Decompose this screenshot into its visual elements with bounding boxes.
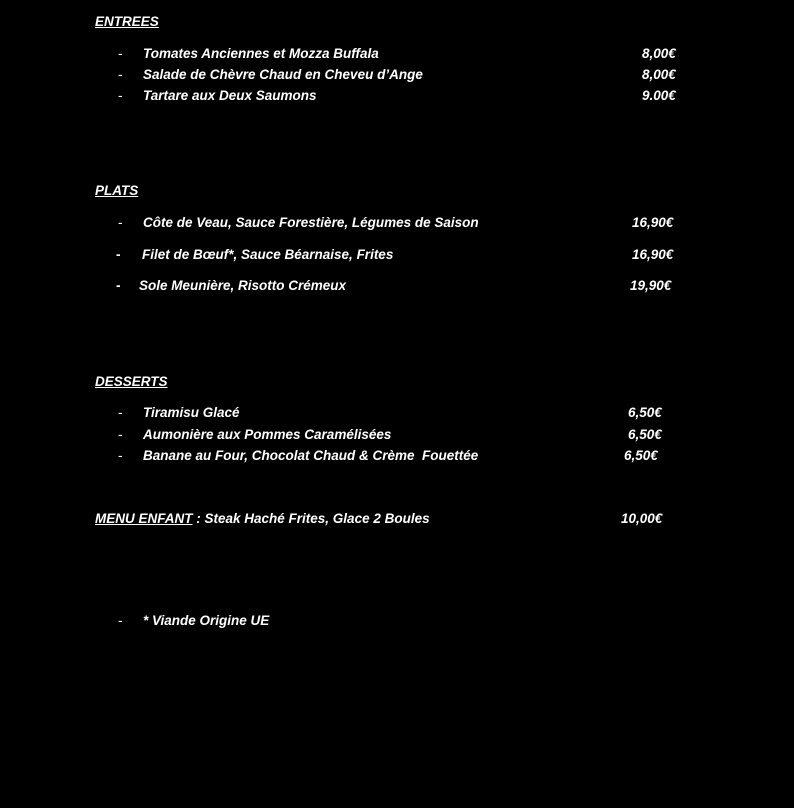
menu-enfant-price: 10,00€ — [621, 511, 663, 526]
list-bullet: - — [118, 427, 123, 442]
plats-item-price: 16,90€ — [632, 247, 674, 262]
list-bullet: - — [118, 405, 123, 420]
desserts-item-price: 6,50€ — [624, 448, 658, 463]
list-bullet: - — [118, 613, 123, 628]
plats-item-price: 16,90€ — [632, 215, 674, 230]
entrees-item-name: Tartare aux Deux Saumons — [143, 88, 317, 103]
menu-enfant-line — [95, 511, 430, 526]
list-bullet: - — [118, 46, 123, 61]
plats-item-name: Côte de Veau, Sauce Forestière, Légumes de Saison — [143, 215, 479, 230]
entrees-item-name: Tomates Anciennes et Mozza Buffala — [143, 46, 379, 61]
list-bullet: - — [118, 67, 123, 82]
list-bullet: - — [118, 215, 123, 230]
entrees-item-price: 8,00€ — [642, 46, 676, 61]
desserts-item-price: 6,50€ — [628, 427, 662, 442]
list-bullet: - — [118, 448, 123, 463]
plats-item-name: Filet de Bœuf*, Sauce Béarnaise, Frites — [142, 247, 394, 262]
menu-enfant-description: : Steak Haché Frites, Glace 2 Boules — [192, 511, 430, 526]
plats-item-price: 19,90€ — [630, 278, 672, 293]
entrees-item-price: 9.00€ — [642, 88, 676, 103]
entrees-heading: ENTREES — [95, 14, 159, 29]
list-bullet: - — [116, 247, 121, 262]
entrees-item-name: Salade de Chèvre Chaud en Cheveu d’Ange — [143, 67, 423, 82]
plats-item-name: Sole Meunière, Risotto Crémeux — [139, 278, 347, 293]
plats-heading: PLATS — [95, 183, 139, 198]
menu-enfant-heading: MENU ENFANT — [95, 511, 193, 526]
desserts-item-name: Banane au Four, Chocolat Chaud & Crème Fouettée — [143, 448, 479, 463]
list-bullet: - — [118, 88, 123, 103]
list-bullet: - — [116, 278, 121, 293]
desserts-item-name: Tiramisu Glacé — [143, 405, 240, 420]
desserts-item-price: 6,50€ — [628, 405, 662, 420]
footnote-text: * Viande Origine UE — [143, 613, 270, 628]
desserts-item-name: Aumonière aux Pommes Caramélisées — [143, 427, 392, 442]
entrees-item-price: 8,00€ — [642, 67, 676, 82]
desserts-heading: DESSERTS — [95, 374, 168, 389]
